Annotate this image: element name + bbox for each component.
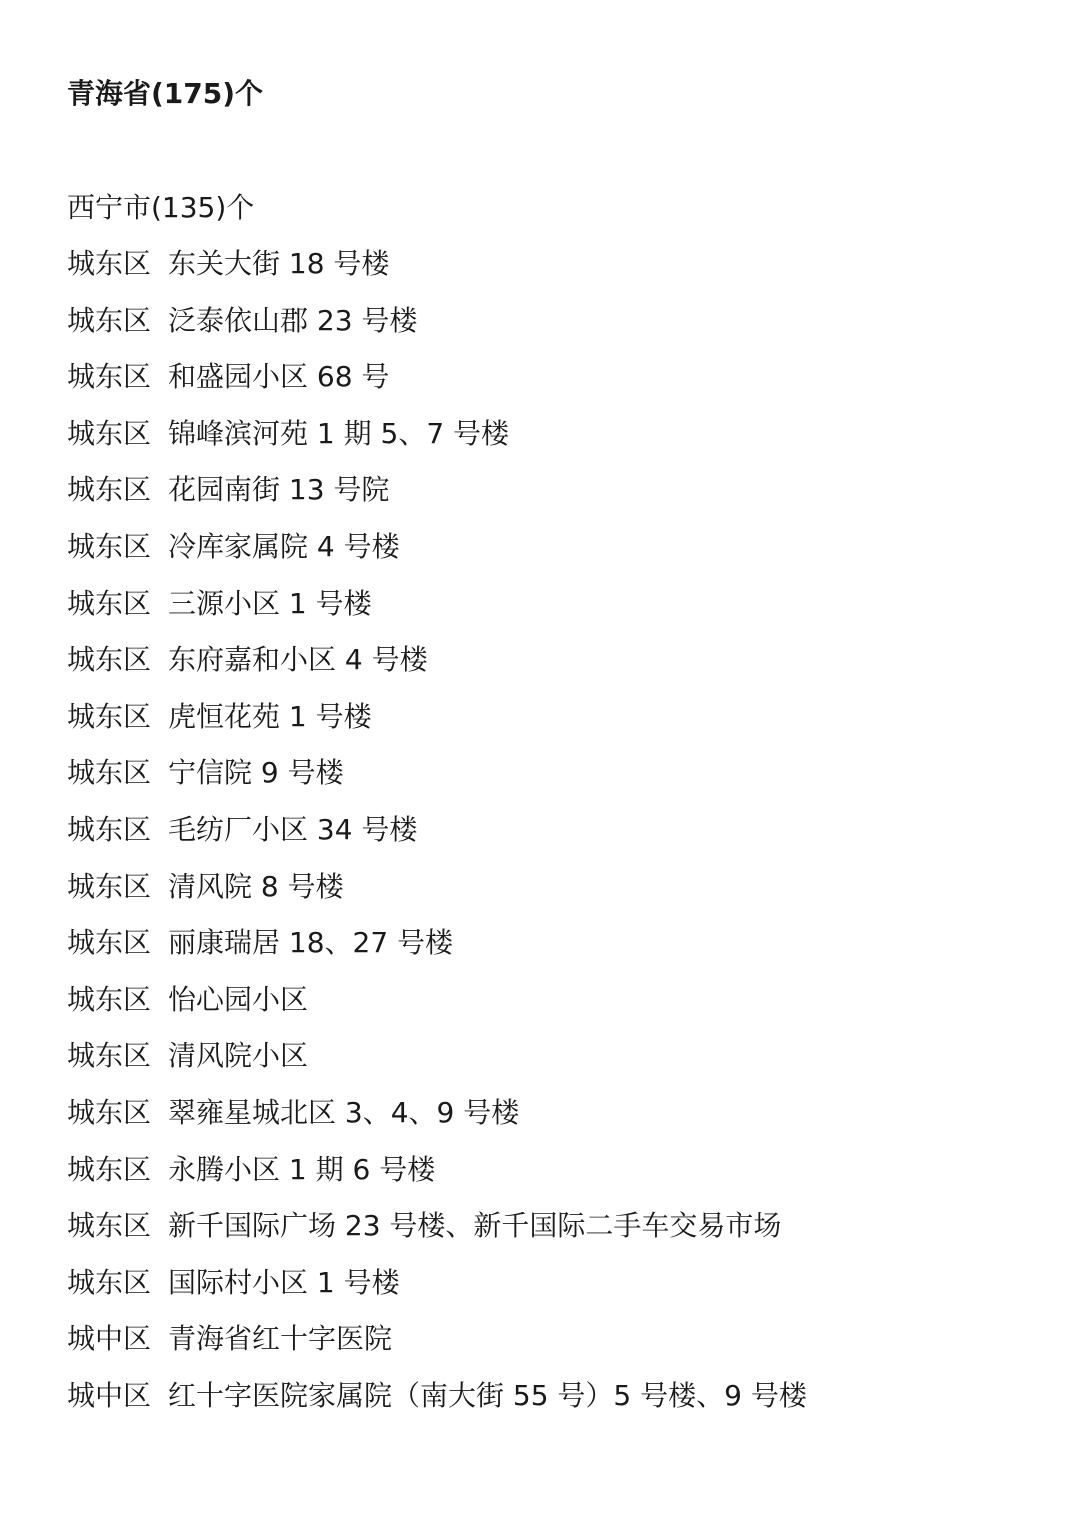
list-item <box>67 1374 807 1431</box>
city-title: 西宁市(135)个 <box>67 191 255 224</box>
list-item <box>67 1317 807 1374</box>
list-item <box>67 468 807 525</box>
place-label: 毛纺厂小区 34 号楼 <box>168 812 418 846</box>
district-label: 城东区 <box>67 529 152 563</box>
district-label: 城东区 <box>67 869 152 903</box>
district-label: 城中区 <box>67 1322 152 1356</box>
place-label: 青海省红十字医院 <box>168 1322 393 1356</box>
place-label: 东关大街 18 号楼 <box>168 247 390 280</box>
list-item <box>67 1034 807 1091</box>
place-label: 花园南街 13 号院 <box>168 473 390 507</box>
list-item <box>67 921 807 978</box>
place-label: 泛泰依山郡 23 号楼 <box>168 303 418 337</box>
district-label: 城东区 <box>67 1039 152 1073</box>
place-label: 翠雍星城北区 3、4、9 号楼 <box>168 1095 520 1129</box>
place-label: 国际村小区 1 号楼 <box>168 1265 400 1299</box>
location-list <box>67 242 807 1430</box>
district-label: 城东区 <box>67 1152 152 1186</box>
district-label: 城东区 <box>67 473 152 507</box>
list-item <box>67 1204 807 1261</box>
place-label: 宁信院 9 号楼 <box>168 756 344 790</box>
district-label: 城东区 <box>67 586 152 620</box>
place-label: 锦峰滨河苑 1 期 5、7 号楼 <box>168 416 510 450</box>
list-item <box>67 978 807 1035</box>
district-label: 城东区 <box>67 699 152 733</box>
list-item <box>67 525 807 582</box>
place-label: 清风院小区 <box>168 1039 309 1073</box>
district-label: 城东区 <box>67 982 152 1016</box>
district-label: 城东区 <box>67 360 152 394</box>
list-item <box>67 638 807 695</box>
list-item <box>67 865 807 922</box>
list-item <box>67 1091 807 1148</box>
place-label: 永腾小区 1 期 6 号楼 <box>168 1152 436 1186</box>
list-item <box>67 242 807 299</box>
place-label: 新千国际广场 23 号楼、新千国际二手车交易市场 <box>168 1209 782 1243</box>
list-item <box>67 751 807 808</box>
district-label: 城东区 <box>67 812 152 846</box>
list-item <box>67 1148 807 1205</box>
district-label: 城东区 <box>67 416 152 450</box>
place-label: 丽康瑞居 18、27 号楼 <box>168 926 454 960</box>
place-label: 虎恒花苑 1 号楼 <box>168 699 372 733</box>
place-label: 和盛园小区 68 号 <box>168 360 390 394</box>
district-label: 城东区 <box>67 247 152 280</box>
place-label: 东府嘉和小区 4 号楼 <box>168 643 428 677</box>
list-item <box>67 1261 807 1318</box>
province-title: 青海省(175)个 <box>67 77 264 110</box>
district-label: 城东区 <box>67 303 152 337</box>
place-label: 红十字医院家属院（南大街 55 号）5 号楼、9 号楼 <box>168 1378 807 1412</box>
district-label: 城东区 <box>67 756 152 790</box>
list-item <box>67 299 807 356</box>
list-item <box>67 582 807 639</box>
place-label: 清风院 8 号楼 <box>168 869 344 903</box>
district-label: 城东区 <box>67 926 152 960</box>
place-label: 三源小区 1 号楼 <box>168 586 372 620</box>
list-item <box>67 412 807 469</box>
district-label: 城东区 <box>67 643 152 677</box>
list-item <box>67 355 807 412</box>
district-label: 城东区 <box>67 1095 152 1129</box>
district-label: 城中区 <box>67 1378 152 1412</box>
place-label: 冷库家属院 4 号楼 <box>168 529 400 563</box>
list-item <box>67 808 807 865</box>
district-label: 城东区 <box>67 1265 152 1299</box>
district-label: 城东区 <box>67 1209 152 1243</box>
list-item <box>67 695 807 752</box>
place-label: 怡心园小区 <box>168 982 309 1016</box>
